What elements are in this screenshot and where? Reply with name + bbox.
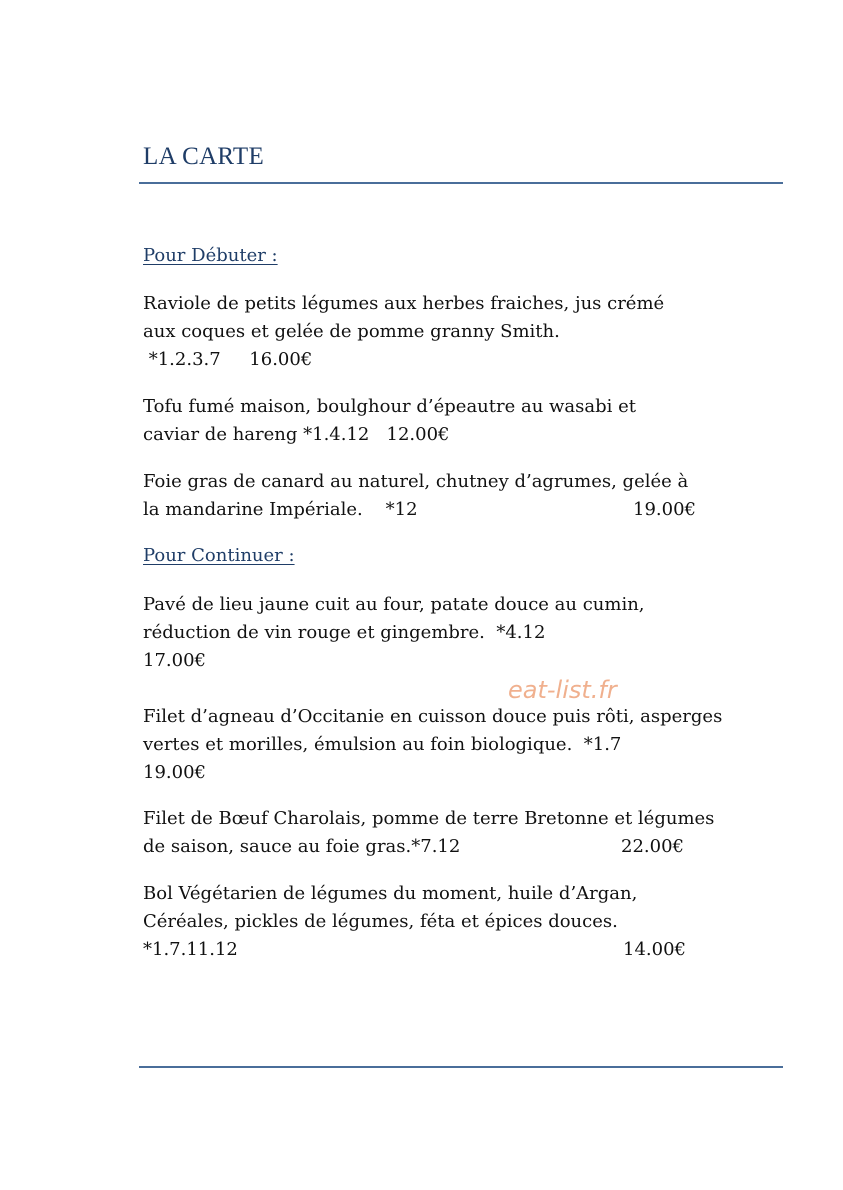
menu-item-line: 19.00€ (143, 762, 206, 783)
menu-item-line: Filet d’agneau d’Occitanie en cuisson douce puis rôti, asperges (143, 706, 723, 727)
menu-item-line: caviar de hareng *1.4.12 12.00€ (143, 424, 450, 445)
section-heading-continuer: Pour Continuer : (143, 545, 295, 566)
menu-item-price: 19.00€ (633, 499, 696, 520)
menu-item-line: *1.2.3.7 16.00€ (143, 349, 313, 370)
menu-item-line: Foie gras de canard au naturel, chutney d’agrumes, gelée à (143, 471, 689, 492)
menu-item-line: vertes et morilles, émulsion au foin biologique. *1.7 (143, 734, 622, 755)
menu-item-line: Céréales, pickles de légumes, féta et épices douces. (143, 911, 618, 932)
page-title: LA CARTE (143, 143, 265, 170)
menu-item-line: 17.00€ (143, 650, 206, 671)
menu-item-line: réduction de vin rouge et gingembre. *4.12 (143, 622, 546, 643)
menu-item-line: de saison, sauce au foie gras.*7.12 (143, 836, 461, 857)
footer-divider (139, 1066, 783, 1068)
menu-item-line: Bol Végétarien de légumes du moment, huile d’Argan, (143, 883, 638, 904)
menu-item-line: Pavé de lieu jaune cuit au four, patate douce au cumin, (143, 594, 645, 615)
menu-item-price: 14.00€ (623, 939, 686, 960)
menu-item-line: la mandarine Impériale. *12 (143, 499, 418, 520)
menu-item-line: aux coques et gelée de pomme granny Smith. (143, 321, 560, 342)
watermark: eat-list.fr (508, 676, 617, 704)
section-heading-debuter: Pour Débuter : (143, 245, 278, 266)
title-divider (139, 182, 783, 184)
menu-item-line: Raviole de petits légumes aux herbes fraiches, jus crémé (143, 293, 665, 314)
menu-item-price: 22.00€ (621, 836, 684, 857)
menu-item-line: Filet de Bœuf Charolais, pomme de terre Bretonne et légumes (143, 808, 715, 829)
menu-item-line: Tofu fumé maison, boulghour d’épeautre au wasabi et (143, 396, 637, 417)
menu-item-line: *1.7.11.12 (143, 939, 238, 960)
